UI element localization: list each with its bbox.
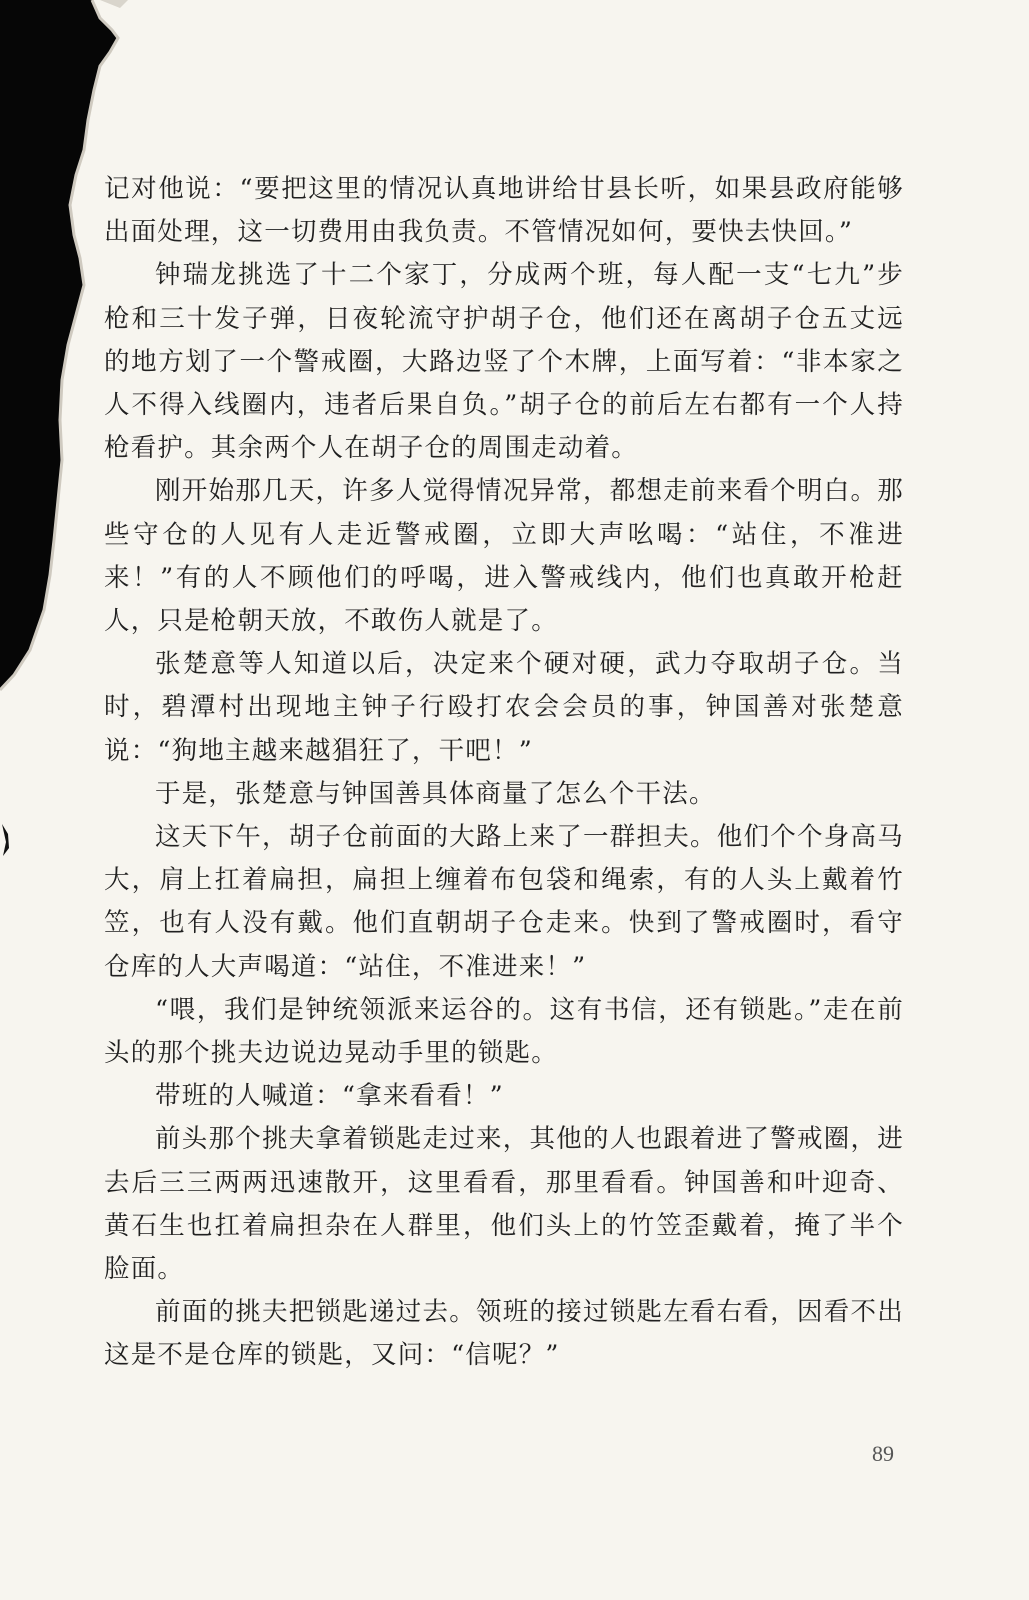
paragraph: 钟瑞龙挑选了十二个家丁，分成两个班，每人配一支“七九”步枪和三十发子弹，日夜轮流守护胡子仓，他们还在离胡子仓五丈远的地方划了一个警戒圈，大路边竖了个木牌，上面写着：“非本家之人不得入线圈内，违者后果自负。”胡子仓的前后左右都有一个人持枪看护。其余两个人在胡子仓的周围走动着。 bbox=[104, 260, 904, 464]
paragraph: 于是，张楚意与钟国善具体商量了怎么个干法。 bbox=[155, 778, 716, 809]
paragraph: “喂，我们是钟统领派来运谷的。这有书信，还有锁匙。”走在前头的那个挑夫边说边晃动手里的锁匙。 bbox=[104, 994, 904, 1069]
page-number: 89 bbox=[872, 1441, 894, 1466]
paragraph: 张楚意等人知道以后，决定来个硬对硬，武力夺取胡子仓。当时，碧潭村出现地主钟子行殴打农会会员的事，钟国善对张楚意说：“狗地主越来越猖狂了，干吧！” bbox=[104, 649, 904, 766]
body-text bbox=[104, 168, 904, 1378]
paragraph: 记对他说：“要把这里的情况认真地讲给甘县长听，如果县政府能够出面处理，这一切费用由我负责。不管情况如何，要快去快回。” bbox=[104, 174, 904, 248]
scan-artifact-mark bbox=[0, 820, 14, 860]
paragraph: 刚开始那几天，许多人觉得情况异常，都想走前来看个明白。那些守仓的人见有人走近警戒圈，立即大声吆喝：“站住，不准进来！”有的人不顾他们的呼喝，进入警戒线内，他们也真敢开枪赶人，只是枪朝天放，不敢伤人就是了。 bbox=[104, 476, 904, 637]
paragraph: 前头那个挑夫拿着锁匙走过来，其他的人也跟着进了警戒圈，进去后三三两两迅速散开，这里看看，那里看看。钟国善和叶迎奇、黄石生也扛着扁担杂在人群里，他们头上的竹笠歪戴着，掩了半个脸面。 bbox=[104, 1124, 904, 1285]
paragraph: 带班的人喊道：“拿来看看！” bbox=[155, 1081, 504, 1112]
paragraph: 这天下午，胡子仓前面的大路上来了一群担夫。他们个个身高马大，肩上扛着扁担，扁担上缠着布包袋和绳索，有的人头上戴着竹笠，也有人没有戴。他们直朝胡子仓走来。快到了警戒圈时，看守仓库的人大声喝道：“站住，不准进来！” bbox=[104, 822, 904, 982]
paragraph: 前面的挑夫把锁匙递过去。领班的接过锁匙左看右看，因看不出这是不是仓库的锁匙，又问：“信呢？” bbox=[104, 1297, 904, 1371]
